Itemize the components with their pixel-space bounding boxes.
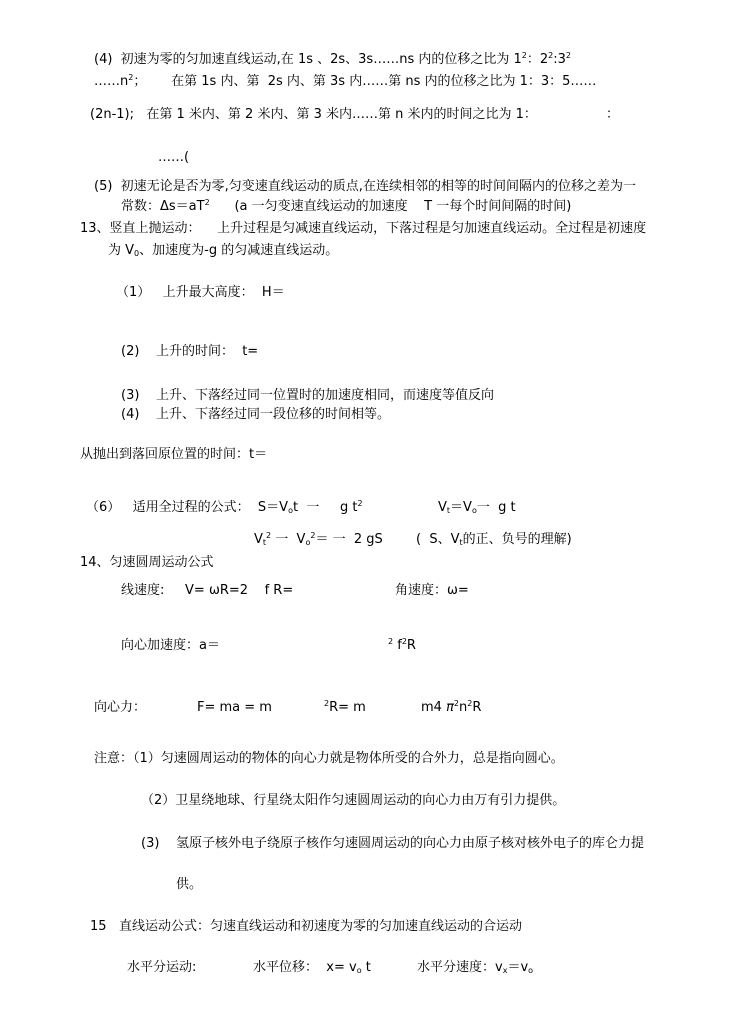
formula-text: 向心加速度：a＝: [121, 638, 220, 653]
note-text: （2）卫星绕地球、行星绕太阳作匀速圆周运动的向心力由万有引力提供。: [141, 793, 566, 808]
item-text: (4) 上升、下落经过同一段位移的时间相等。: [121, 407, 390, 422]
formula-text: 向心力：: [94, 700, 147, 715]
section-15-horizontal-displacement: [253, 960, 371, 976]
section-15-text: 15 直线运动公式：匀速直线运动和初速度为零的匀加速直线运动的合运动: [90, 919, 522, 934]
superscript: 2: [521, 51, 527, 60]
p4-text: :3: [553, 52, 566, 67]
p4-text: ……(: [158, 150, 190, 165]
formula-text: R= m: [329, 700, 366, 715]
superscript: 2: [548, 51, 554, 60]
superscript: 2: [401, 637, 407, 646]
subscript: x: [502, 966, 508, 975]
item-text: （1） 上升最大高度： H＝: [116, 285, 285, 300]
subscript: o: [471, 506, 477, 515]
section-13-formula-2-note: [416, 532, 572, 548]
formula-text: ＝ 一 2 gS: [315, 532, 383, 547]
subscript: o: [288, 506, 293, 515]
p5-text: (a 一匀变速直线运动的加速度 T 一每个时间间隔的时间): [209, 199, 572, 214]
p4-text: ； 在第 1s 内、第 2s 内、第 3s 内……第 ns 内的位移之比为 1：3：5……: [133, 74, 597, 89]
superscript: 2: [324, 699, 330, 708]
superscript: 2: [266, 531, 272, 540]
note-text: 注意：（1）匀速圆周运动的物体的向心力就是物体所受的合外力，总是指向圆心。: [94, 751, 564, 766]
section-13-formula-2: [254, 532, 383, 548]
note-text: (3) 氢原子核外电子绕原子核作匀速圆周运动的向心力由原子核对核外电子的库仑力提: [141, 836, 644, 851]
section-15-horizontal-label: [127, 960, 196, 976]
p5-line-2: [121, 199, 571, 215]
formula-text: 线速度: V= ωR=2 f R=: [121, 583, 294, 598]
note-text: 供。: [176, 877, 203, 892]
pi-symbol: π: [446, 700, 454, 715]
section-13-item-3: [121, 388, 494, 404]
section-13-text: 13、竖直上抛运动： 上升过程是匀减速直线运动，下落过程是匀加速直线运动。全过程是初速度: [80, 221, 647, 236]
section-13-text: 、加速度为-g 的匀减速直线运动。: [139, 243, 339, 258]
superscript: 2: [565, 51, 571, 60]
p4-text: ：: [606, 107, 620, 122]
p4-line-3: [90, 107, 537, 123]
section-13-item-1: [116, 285, 285, 301]
subscript: 0: [134, 249, 140, 258]
p4-line-1: [94, 52, 571, 68]
formula-text: 水平分运动:: [127, 960, 197, 975]
note-2: [141, 793, 565, 809]
superscript: 2: [467, 699, 473, 708]
section-14-force-label: [94, 700, 146, 716]
section-14-text: 14、匀速圆周运动公式: [80, 555, 214, 570]
note-3-continuation: [176, 877, 202, 893]
formula-text: 水平分速度：v: [417, 960, 503, 975]
section-14-force-formula-1: [197, 700, 272, 716]
section-13-item-2: [121, 344, 258, 360]
item-text: (3) 上升、下落经过同一位置时的加速度相同，而速度等值反向: [121, 388, 494, 403]
p4-text: (2n-1); 在第 1 米内、第 2 米内、第 3 米内……第 n 米内的时间之比为 1：: [90, 107, 537, 122]
formula-text: V: [254, 532, 263, 547]
p5-text: 常数：Δs＝aT: [121, 199, 205, 214]
p5-text: (5) 初速无论是否为零,匀变速直线运动的质点,在连续相邻的相等的时间间隔内的位移之差为一: [94, 179, 636, 194]
section-14-angular-velocity: [395, 583, 469, 599]
note-1: [94, 751, 564, 767]
p4-text: ……n: [94, 74, 129, 89]
section-13-item-4: [121, 407, 390, 423]
section-14-force-formula-3: [421, 700, 481, 716]
section-14-force-formula-2: [324, 700, 366, 716]
superscript: 2: [204, 198, 210, 207]
subscript: o: [305, 538, 311, 547]
subscript: t: [459, 538, 463, 547]
item-text: (2) 上升的时间： t=: [121, 344, 259, 359]
superscript: 2: [128, 73, 134, 82]
formula-text: ( S、V: [416, 532, 460, 547]
p4-line-4: [158, 150, 189, 166]
p4-line-2: [94, 74, 596, 90]
superscript: 2: [310, 531, 316, 540]
item-text: 从抛出到落回原位置的时间：t＝: [80, 447, 268, 462]
formula-text: 水平位移： x= v: [253, 960, 357, 975]
p4-text: (4) 初速为零的匀加速直线运动,在 1s 、2s、3s……ns 内的位移之比为 1: [94, 52, 522, 67]
section-14-linear-velocity: [121, 583, 293, 599]
section-13-text: 为 V: [108, 243, 135, 258]
superscript: 2: [357, 499, 363, 508]
subscript: o: [356, 966, 362, 975]
formula-text: R: [472, 700, 482, 715]
formula-text: 一 g t: [476, 500, 516, 515]
section-15-horizontal-velocity: [417, 960, 533, 976]
formula-text: F= ma = m: [197, 700, 272, 715]
subscript: t: [262, 538, 267, 547]
section-13-line-1: [80, 221, 646, 237]
p4-text: ：2: [526, 52, 549, 67]
formula-text: m4: [421, 700, 447, 715]
superscript: 2: [388, 637, 394, 646]
p5-line-1: [94, 179, 636, 195]
section-13-item-6-velocity: [438, 500, 516, 516]
note-3: [141, 836, 644, 852]
section-14-centripetal-acceleration: [121, 638, 220, 654]
formula-text: 的正、负号的理解): [462, 532, 572, 547]
formula-text: n: [459, 700, 468, 715]
formula-text: t: [361, 960, 371, 975]
subscript: t: [446, 506, 451, 515]
section-15-title: [90, 919, 522, 935]
section-13-item-6: [86, 500, 363, 516]
formula-text: 角速度：ω=: [395, 583, 469, 598]
section-13-line-2: [108, 243, 338, 259]
formula-text: R: [406, 638, 416, 653]
item-text: t 一 g t: [292, 500, 358, 515]
formula-text: V: [438, 500, 447, 515]
superscript: 2: [453, 699, 459, 708]
item-text: （6） 适用全过程的公式： S＝V: [86, 500, 289, 515]
formula-text: ＝V: [450, 500, 472, 515]
formula-text: 一 V: [271, 532, 306, 547]
formula-text: ＝v: [507, 960, 529, 975]
subscript: o: [528, 966, 534, 975]
formula-text: f: [393, 638, 402, 653]
section-14-centripetal-acceleration-tail: [388, 638, 416, 654]
section-13-total-time: [80, 447, 267, 463]
p4-line-3-end: [606, 107, 619, 123]
section-14-title: [80, 555, 214, 571]
